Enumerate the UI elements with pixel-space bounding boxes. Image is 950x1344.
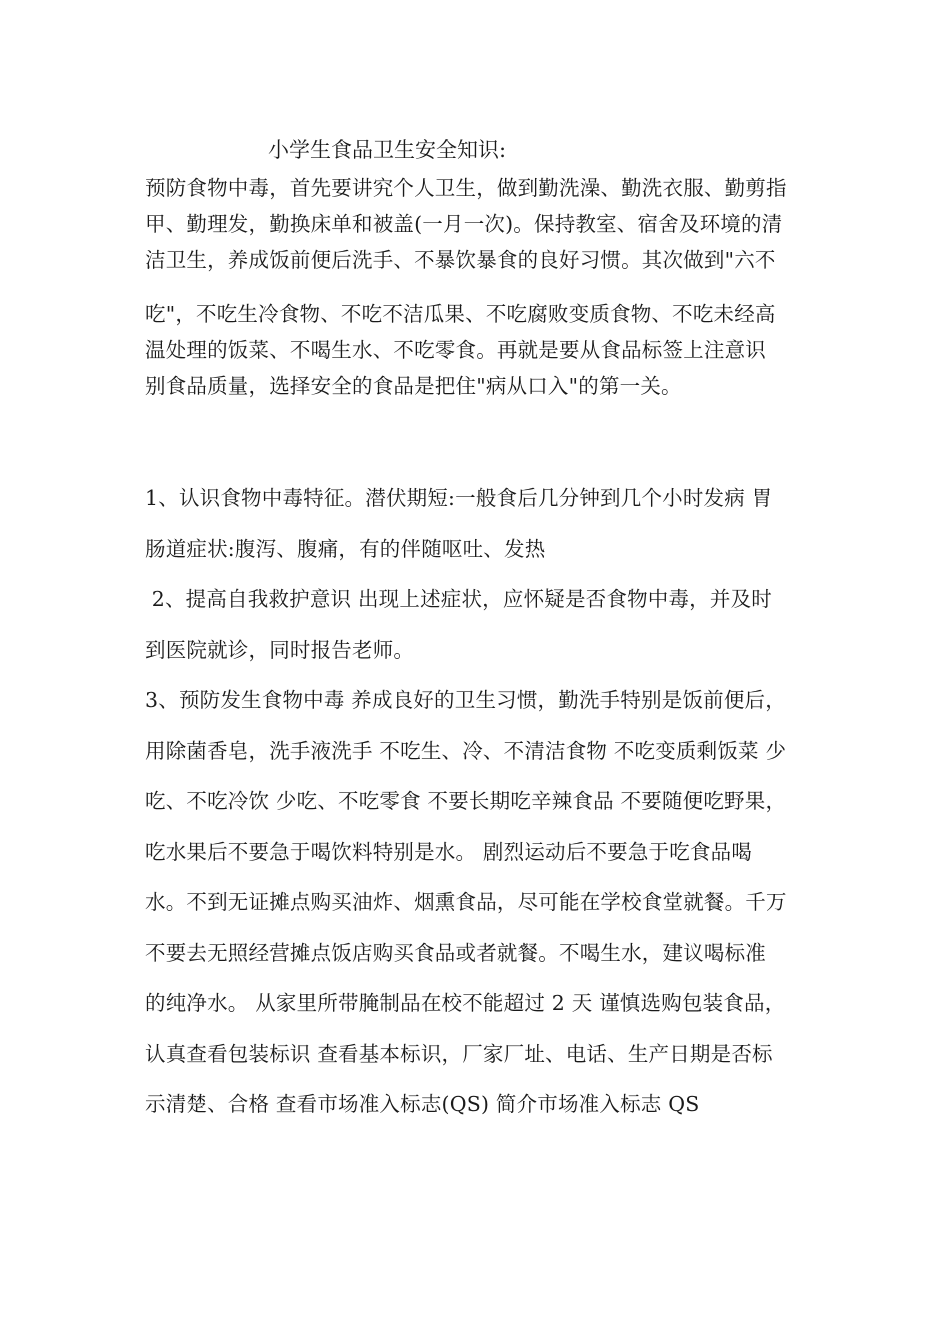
document-title: 小学生食品卫生安全知识:: [268, 138, 507, 162]
intro-line: 预防食物中毒，首先要讲究个人卫生，做到勤洗澡、勤洗衣服、勤剪指: [145, 176, 787, 200]
section-line: 认真查看包装标识 查看基本标识，厂家厂址、电话、生产日期是否标: [145, 1041, 773, 1066]
intro-line: 洁卫生，养成饭前便后洗手、不暴饮暴食的良好习惯。其次做到"六不: [145, 248, 776, 272]
section-line: 的纯净水。 从家里所带腌制品在校不能超过 2 天 谨慎选购包装食品，: [145, 991, 786, 1015]
section-line: 用除菌香皂，洗手液洗手 不吃生、冷、不清洁食物 不吃变质剩饭菜 少: [145, 738, 787, 763]
section-line: 2、提高自我救护意识 出现上述症状，应怀疑是否食物中毒，并及时: [145, 587, 772, 611]
intro-line: 别食品质量，选择安全的食品是把住"病从口入"的第一关。: [145, 374, 682, 398]
section-line: 吃、不吃冷饮 少吃、不吃零食 不要长期吃辛辣食品 不要随便吃野果，: [145, 789, 787, 813]
section-line: 3、预防发生食物中毒 养成良好的卫生习惯，勤洗手特别是饭前便后，: [145, 688, 786, 712]
section-line: 到医院就诊，同时报告老师。: [145, 637, 415, 662]
intro-line: 吃"，不吃生冷食物、不吃不洁瓜果、不吃腐败变质食物、不吃未经高: [145, 302, 776, 326]
section-line: 1、认识食物中毒特征。潜伏期短:一般食后几分钟到几个小时发病 胃: [145, 486, 773, 510]
section-line: 吃水果后不要急于喝饮料特别是水。 剧烈运动后不要急于吃食品喝: [145, 839, 753, 864]
section-line: 肠道症状:腹泻、腹痛，有的伴随呕吐、发热: [145, 536, 546, 561]
section-line: 示清楚、合格 查看市场准入标志(QS) 简介市场准入标志 QS: [145, 1092, 700, 1116]
intro-line: 温处理的饭菜、不喝生水、不吃零食。再就是要从食品标签上注意识: [145, 338, 766, 362]
numbered-section: [145, 480, 825, 1137]
section-line: 水。不到无证摊点购买油炸、烟熏食品，尽可能在学校食堂就餐。千万: [145, 890, 787, 914]
section-line: 不要去无照经营摊点饭店购买食品或者就餐。不喝生水，建议喝标准: [145, 940, 766, 965]
intro-paragraph: [145, 170, 825, 404]
intro-line: 甲、勤理发，勤换床单和被盖(一月一次)。保持教室、宿舍及环境的清: [145, 212, 783, 236]
